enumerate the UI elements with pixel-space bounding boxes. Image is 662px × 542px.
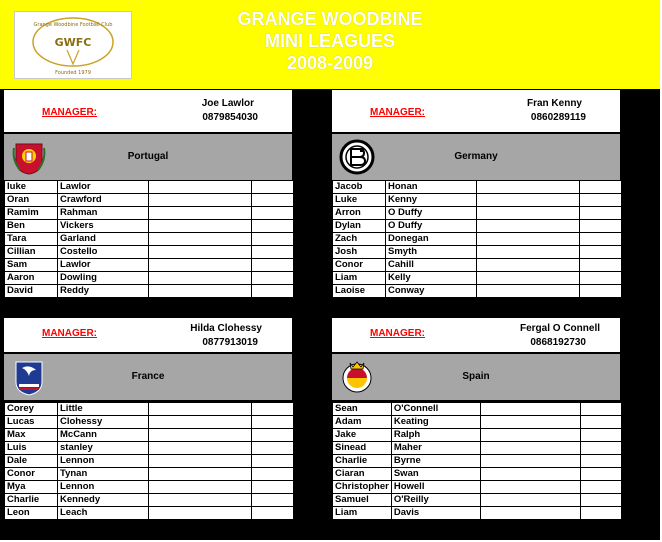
empty-cell[interactable] (477, 194, 580, 207)
first-name-cell[interactable]: Sinead (333, 442, 392, 455)
empty-cell[interactable] (252, 194, 294, 207)
first-name-cell[interactable]: Jake (333, 429, 392, 442)
manager-row (4, 90, 292, 132)
table-row (333, 403, 622, 416)
team-bar (332, 134, 620, 180)
empty-cell[interactable] (149, 468, 252, 481)
svg-text:Founded 1979: Founded 1979 (55, 70, 91, 76)
last-name-cell[interactable]: stanley (58, 442, 149, 455)
first-name-cell[interactable]: Dylan (333, 220, 386, 233)
first-name-cell[interactable]: Cillian (5, 246, 58, 259)
empty-cell[interactable] (149, 233, 252, 246)
empty-cell[interactable] (481, 481, 581, 494)
empty-cell[interactable] (149, 416, 252, 429)
table-row (5, 429, 294, 442)
empty-cell[interactable] (481, 429, 581, 442)
table-row (333, 181, 622, 194)
player-table (4, 180, 294, 298)
manager-phone: 0879854030 (202, 112, 258, 123)
empty-cell[interactable] (149, 207, 252, 220)
table-row (333, 455, 622, 468)
table-row (5, 481, 294, 494)
manager-label: MANAGER: (370, 107, 425, 118)
team-panel-france (4, 318, 294, 529)
first-name-cell[interactable]: Samuel (333, 494, 392, 507)
empty-cell[interactable] (149, 272, 252, 285)
first-name-cell[interactable]: Sean (333, 403, 392, 416)
empty-cell[interactable] (481, 403, 581, 416)
empty-cell[interactable] (252, 246, 294, 259)
table-row (5, 194, 294, 207)
manager-label: MANAGER: (370, 328, 425, 339)
last-name-cell[interactable]: Reddy (58, 285, 149, 298)
first-name-cell[interactable]: Liam (333, 507, 392, 520)
title-line-2: MINI LEAGUES (264, 31, 395, 51)
svg-text:GWFC: GWFC (54, 36, 92, 49)
first-name-cell[interactable]: Sam (5, 259, 58, 272)
empty-cell[interactable] (581, 507, 622, 520)
manager-phone: 0868192730 (530, 337, 586, 348)
first-name-cell[interactable]: Jacob (333, 181, 386, 194)
first-name-cell[interactable]: Luke (333, 194, 386, 207)
empty-cell[interactable] (581, 494, 622, 507)
last-name-cell[interactable]: Cahill (386, 259, 477, 272)
empty-cell[interactable] (580, 220, 622, 233)
last-name-cell[interactable]: Kenny (386, 194, 477, 207)
empty-cell[interactable] (252, 507, 294, 520)
first-name-cell[interactable]: Adam (333, 416, 392, 429)
empty-cell[interactable] (252, 481, 294, 494)
table-row (333, 481, 622, 494)
last-name-cell[interactable]: Davis (391, 507, 481, 520)
table-row (333, 246, 622, 259)
manager-row (332, 90, 620, 132)
table-row (5, 416, 294, 429)
table-row (333, 429, 622, 442)
team-name: Germany (454, 151, 498, 162)
first-name-cell[interactable]: Corey (5, 403, 58, 416)
empty-cell[interactable] (581, 416, 622, 429)
page-title (150, 8, 510, 74)
empty-cell[interactable] (149, 429, 252, 442)
empty-cell[interactable] (252, 442, 294, 455)
team-name: Spain (462, 371, 490, 382)
first-name-cell[interactable]: Laoise (333, 285, 386, 298)
player-table (332, 180, 622, 298)
empty-cell[interactable] (581, 403, 622, 416)
first-name-cell[interactable]: Conor (333, 259, 386, 272)
first-name-cell[interactable]: Ciaran (333, 468, 392, 481)
empty-cell[interactable] (580, 181, 622, 194)
empty-cell[interactable] (252, 455, 294, 468)
first-name-cell[interactable]: Liam (333, 272, 386, 285)
table-row (5, 259, 294, 272)
last-name-cell[interactable]: Vickers (58, 220, 149, 233)
last-name-cell[interactable]: Leach (58, 507, 149, 520)
table-row (5, 455, 294, 468)
empty-cell[interactable] (580, 233, 622, 246)
table-row (5, 403, 294, 416)
empty-cell[interactable] (477, 220, 580, 233)
last-name-cell[interactable]: O Duffy (386, 207, 477, 220)
title-line-3: 2008-2009 (286, 53, 374, 73)
empty-cell[interactable] (149, 194, 252, 207)
last-name-cell[interactable]: Dowling (58, 272, 149, 285)
empty-cell[interactable] (481, 494, 581, 507)
table-row (333, 220, 622, 233)
manager-name: Fran Kenny (526, 98, 582, 109)
table-row (5, 181, 294, 194)
empty-cell[interactable] (149, 246, 252, 259)
empty-cell[interactable] (477, 285, 580, 298)
empty-cell[interactable] (581, 442, 622, 455)
team-name: France (131, 371, 165, 382)
first-name-cell[interactable]: Max (5, 429, 58, 442)
empty-cell[interactable] (477, 246, 580, 259)
first-name-cell[interactable]: Leon (5, 507, 58, 520)
team-panel-spain (332, 318, 622, 529)
table-row (333, 468, 622, 481)
first-name-cell[interactable]: Tara (5, 233, 58, 246)
empty-cell[interactable] (149, 220, 252, 233)
manager-phone: 0877913019 (202, 337, 258, 348)
table-row (5, 246, 294, 259)
last-name-cell[interactable]: Lawlor (58, 181, 149, 194)
first-name-cell[interactable]: Ramim (5, 207, 58, 220)
first-name-cell[interactable]: Zach (333, 233, 386, 246)
empty-cell[interactable] (481, 442, 581, 455)
last-name-cell[interactable]: Conway (386, 285, 477, 298)
empty-cell[interactable] (477, 233, 580, 246)
manager-row (4, 318, 292, 352)
table-row (333, 285, 622, 298)
empty-cell[interactable] (580, 259, 622, 272)
first-name-cell[interactable]: Mya (5, 481, 58, 494)
empty-cell[interactable] (477, 259, 580, 272)
manager-label: MANAGER: (42, 107, 97, 118)
empty-cell[interactable] (252, 285, 294, 298)
empty-cell[interactable] (477, 181, 580, 194)
last-name-cell[interactable]: Lennon (58, 481, 149, 494)
empty-cell[interactable] (481, 416, 581, 429)
last-name-cell[interactable]: Keating (391, 416, 481, 429)
last-name-cell[interactable]: O'Connell (391, 403, 481, 416)
last-name-cell[interactable]: Maher (391, 442, 481, 455)
club-crest-icon (15, 12, 131, 78)
manager-phone: 0860289119 (530, 112, 586, 123)
empty-cell[interactable] (580, 194, 622, 207)
team-bar (4, 134, 292, 180)
first-name-cell[interactable]: Oran (5, 194, 58, 207)
first-name-cell[interactable]: David (5, 285, 58, 298)
table-row (5, 468, 294, 481)
last-name-cell[interactable]: Crawford (58, 194, 149, 207)
empty-cell[interactable] (149, 259, 252, 272)
empty-cell[interactable] (149, 181, 252, 194)
empty-cell[interactable] (149, 403, 252, 416)
first-name-cell[interactable]: Dale (5, 455, 58, 468)
table-row (333, 507, 622, 520)
last-name-cell[interactable]: Howell (391, 481, 481, 494)
player-table (332, 402, 622, 520)
last-name-cell[interactable]: O Duffy (386, 220, 477, 233)
last-name-cell[interactable]: O'Reilly (391, 494, 481, 507)
table-row (333, 194, 622, 207)
empty-cell[interactable] (580, 272, 622, 285)
club-logo (14, 11, 132, 79)
last-name-cell[interactable]: Swan (391, 468, 481, 481)
table-row (5, 220, 294, 233)
empty-cell[interactable] (581, 429, 622, 442)
table-row (5, 207, 294, 220)
table-row (333, 442, 622, 455)
last-name-cell[interactable]: Kennedy (58, 494, 149, 507)
empty-cell[interactable] (149, 285, 252, 298)
first-name-cell[interactable]: Charlie (5, 494, 58, 507)
first-name-cell[interactable]: Josh (333, 246, 386, 259)
table-row (333, 207, 622, 220)
empty-cell[interactable] (477, 272, 580, 285)
last-name-cell[interactable]: Tynan (58, 468, 149, 481)
empty-cell[interactable] (252, 233, 294, 246)
last-name-cell[interactable]: Lennon (58, 455, 149, 468)
empty-cell[interactable] (580, 207, 622, 220)
last-name-cell[interactable]: Donegan (386, 233, 477, 246)
last-name-cell[interactable]: McCann (58, 429, 149, 442)
last-name-cell[interactable]: Honan (386, 181, 477, 194)
table-row (333, 272, 622, 285)
empty-cell[interactable] (581, 481, 622, 494)
empty-cell[interactable] (252, 494, 294, 507)
manager-label: MANAGER: (42, 328, 97, 339)
empty-cell[interactable] (481, 507, 581, 520)
empty-cell[interactable] (252, 416, 294, 429)
first-name-cell[interactable]: Arron (333, 207, 386, 220)
player-table (4, 402, 294, 520)
table-row (5, 233, 294, 246)
last-name-cell[interactable]: Rahman (58, 207, 149, 220)
empty-cell[interactable] (149, 481, 252, 494)
empty-cell[interactable] (149, 455, 252, 468)
last-name-cell[interactable]: Ralph (391, 429, 481, 442)
empty-cell[interactable] (149, 507, 252, 520)
empty-cell[interactable] (252, 181, 294, 194)
empty-cell[interactable] (252, 429, 294, 442)
first-name-cell[interactable]: Aaron (5, 272, 58, 285)
first-name-cell[interactable]: Christopher (333, 481, 392, 494)
empty-cell[interactable] (252, 220, 294, 233)
team-bar (4, 354, 292, 400)
last-name-cell[interactable]: Costello (58, 246, 149, 259)
svg-text:Grange Woodbine Football Club: Grange Woodbine Football Club (33, 22, 113, 28)
header-banner (0, 0, 660, 89)
empty-cell[interactable] (580, 285, 622, 298)
manager-name: Joe Lawlor (201, 98, 254, 109)
table-row (333, 416, 622, 429)
manager-row (332, 318, 620, 352)
last-name-cell[interactable]: Lawlor (58, 259, 149, 272)
empty-cell[interactable] (581, 455, 622, 468)
manager-name: Hilda Clohessy (190, 323, 262, 334)
team-panel-portugal (4, 90, 294, 309)
empty-cell[interactable] (149, 494, 252, 507)
last-name-cell[interactable]: Smyth (386, 246, 477, 259)
table-row (5, 272, 294, 285)
first-name-cell[interactable]: Charlie (333, 455, 392, 468)
empty-cell[interactable] (481, 468, 581, 481)
first-name-cell[interactable]: Luis (5, 442, 58, 455)
title-line-1: GRANGE WOODBINE (237, 9, 423, 29)
empty-cell[interactable] (252, 259, 294, 272)
last-name-cell[interactable]: Garland (58, 233, 149, 246)
team-panel-germany (332, 90, 622, 309)
table-row (5, 494, 294, 507)
empty-cell[interactable] (149, 442, 252, 455)
team-bar (332, 354, 620, 400)
empty-cell[interactable] (581, 468, 622, 481)
empty-cell[interactable] (481, 455, 581, 468)
empty-cell[interactable] (252, 272, 294, 285)
empty-cell[interactable] (252, 403, 294, 416)
last-name-cell[interactable]: Little (58, 403, 149, 416)
empty-cell[interactable] (580, 246, 622, 259)
first-name-cell[interactable]: luke (5, 181, 58, 194)
table-row (5, 285, 294, 298)
first-name-cell[interactable]: Lucas (5, 416, 58, 429)
empty-cell[interactable] (477, 207, 580, 220)
table-row (333, 233, 622, 246)
first-name-cell[interactable]: Ben (5, 220, 58, 233)
empty-cell[interactable] (252, 468, 294, 481)
table-row (5, 442, 294, 455)
table-row (333, 259, 622, 272)
last-name-cell[interactable]: Clohessy (58, 416, 149, 429)
first-name-cell[interactable]: Conor (5, 468, 58, 481)
last-name-cell[interactable]: Kelly (386, 272, 477, 285)
table-row (333, 494, 622, 507)
last-name-cell[interactable]: Byrne (391, 455, 481, 468)
manager-name: Fergal O Connell (519, 323, 600, 334)
team-name: Portugal (127, 151, 169, 162)
empty-cell[interactable] (252, 207, 294, 220)
table-row (5, 507, 294, 520)
